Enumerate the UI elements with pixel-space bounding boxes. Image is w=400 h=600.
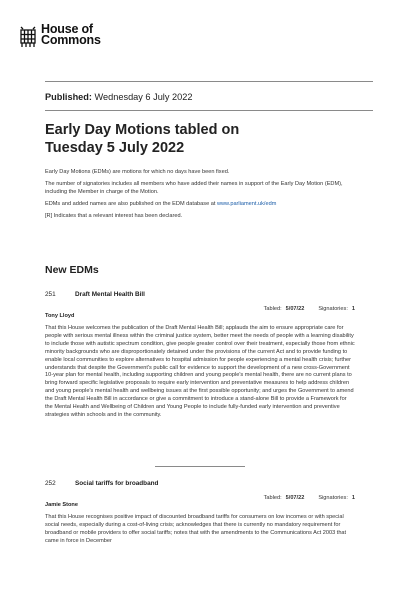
motion-divider [155, 466, 245, 467]
published-divider [45, 110, 373, 111]
logo-line-1: House of [41, 22, 93, 36]
signatories-count: 1 [351, 306, 355, 312]
tabled-label: Tabled: [263, 306, 282, 312]
published-date: Wednesday 6 July 2022 [94, 92, 193, 102]
intro-paragraph-1: Early Day Motions (EDMs) are motions for which no days have been fixed. [45, 169, 230, 175]
intro-paragraph-2: The number of signatories includes all members who have added their names in support of the Early Day Motion (EDM), including the Member in charge of the Motion. [45, 181, 343, 195]
motion-title: Draft Mental Health Bill [75, 291, 145, 298]
top-divider [45, 81, 373, 82]
tabled-date: 5/07/22 [285, 306, 305, 312]
house-of-commons-logo [18, 24, 101, 48]
motion-item [45, 480, 355, 546]
motion-number: 251 [45, 291, 56, 298]
motion-sponsor: Jamie Stone [45, 502, 78, 508]
motion-body: That this House welcomes the publication of the Draft Mental Health Bill; applauds the aim to ensure appropriate care for people with serious mental illness within the criminal justice system, better meet the needs of people with a learning disability to include those with autistic spectrum condition, give people greater control over their treatment, especially those from ethnic minority backgrounds who are disproportionately detained under the provisions of the current Act and to provide funding to enable local communities to explore alternatives to hospital admission for people experiencing a mental health crisis; further understands that despite the Government's public call for evidence to support the development of a new cross-Government 10-year plan for mental health, including supporting children and young people's mental health, there are no current plans to bring forward specific legislative proposals to require early intervention and preventative measures to help address children and young people's mental health and wellbeing issues at the first possible opportunity; and urges the Government to amend the Draft Mental Health Bill in accordance or give a commitment to introduce a stand-alone Bill to provide a Framework for the Mental Health and Wellbeing of Children and Young People to include fully-funded early intervention and preventive strategies within schools and in the community. [45, 325, 355, 418]
logo-line-2: Commons [41, 33, 101, 47]
motion-header [45, 291, 355, 298]
motion-meta [45, 306, 355, 312]
logo-text [41, 24, 101, 46]
intro-paragraph-3-text: EDMs and added names are also published on the EDM database at [45, 201, 217, 207]
intro-text [45, 168, 355, 224]
title-line-2: Tuesday 5 July 2022 [45, 139, 185, 156]
signatories-label: Signatories: [318, 306, 348, 312]
motion-number: 252 [45, 480, 56, 487]
published-label: Published: [45, 92, 92, 102]
tabled-label: Tabled: [263, 495, 282, 501]
motion-sponsor: Tony Lloyd [45, 313, 75, 319]
signatories-label: Signatories: [318, 495, 348, 501]
motion-header [45, 480, 355, 487]
edm-database-link[interactable]: www.parliament.uk/edm [216, 201, 277, 207]
signatories-count: 1 [351, 495, 355, 501]
portcullis-icon [18, 26, 38, 48]
motion-meta [45, 495, 355, 501]
intro-paragraph-3 [45, 200, 355, 208]
title-line-1: Early Day Motions tabled on [45, 122, 240, 138]
tabled-date: 5/07/22 [285, 495, 305, 501]
published-line [45, 92, 192, 102]
motion-title: Social tariffs for broadband [75, 480, 159, 487]
motion-item [45, 291, 355, 420]
motion-body: That this House recognises positive impact of discounted broadband tariffs for consumers on low incomes or with special social needs, especially during a cost-of-living crisis; acknowledges that there is currently no mandatory requirement for broadband or mobile providers to offer social tariffs; notes that with the amendments to the Communications Act 2003 that came in force in December [45, 514, 347, 544]
intro-paragraph-4: [R] Indicates that a relevant interest has been declared. [45, 213, 183, 219]
section-heading: New EDMs [45, 264, 99, 276]
page-title [45, 122, 365, 157]
